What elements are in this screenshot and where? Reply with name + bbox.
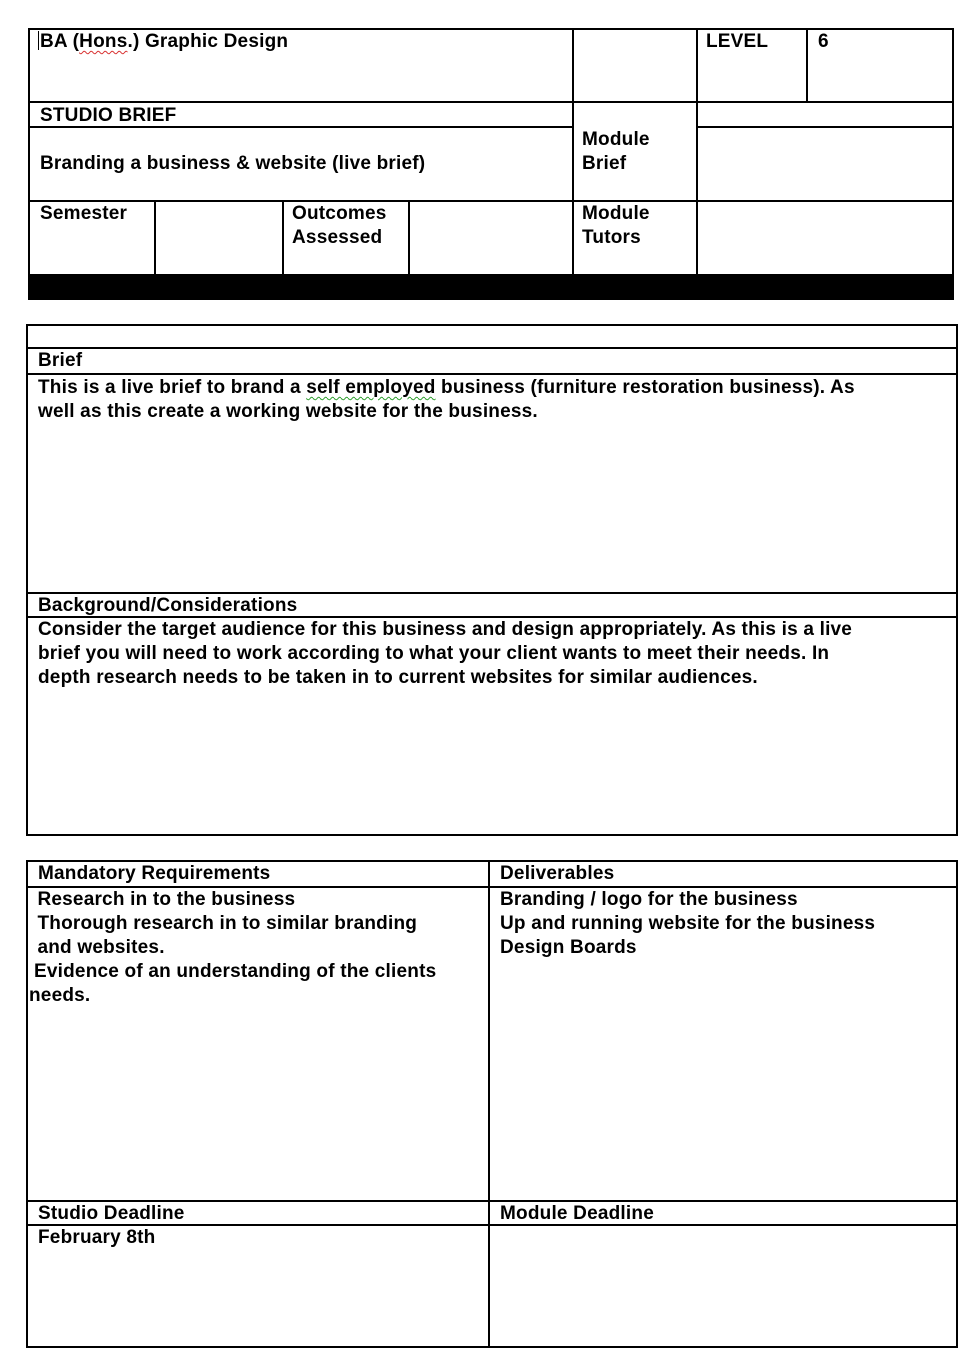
brief-heading: Brief — [38, 350, 83, 371]
studio-deadline-heading: Studio Deadline — [38, 1203, 185, 1224]
brief-title: Branding a business & website (live brief) — [40, 153, 426, 174]
deliverables-text — [500, 888, 875, 960]
module-tutors-label: Module — [582, 203, 650, 224]
deliverable-line: Up and running website for the business — [500, 913, 876, 934]
divider — [806, 28, 808, 102]
black-bar — [28, 274, 954, 300]
divider — [696, 126, 954, 128]
semester-label: Semester — [40, 203, 128, 224]
background-heading: Background/Considerations — [38, 595, 298, 616]
divider — [28, 101, 954, 103]
brief-text — [38, 376, 855, 424]
mandatory-line: and websites. — [32, 937, 165, 958]
mandatory-line: Research in to the business — [32, 889, 296, 910]
background-line: depth research needs to be taken in to current websites for similar audiences. — [38, 667, 758, 688]
background-text — [38, 618, 852, 690]
mandatory-line: Evidence of an understanding of the clients — [34, 961, 437, 982]
divider — [696, 28, 698, 276]
outcomes-label-line2: Assessed — [292, 227, 383, 248]
studio-deadline-value: February 8th — [38, 1227, 156, 1248]
background-line: brief you will need to work according to what your client wants to meet their needs. In — [38, 643, 830, 664]
mandatory-line: Thorough research in to similar branding — [32, 913, 418, 934]
brief-line: This is a live brief to brand a self employed business (furniture restoration business). As — [38, 377, 855, 398]
outcomes-label: Outcomes — [292, 203, 387, 224]
background-line: Consider the target audience for this business and design appropriately. As this is a live — [38, 619, 853, 640]
divider — [408, 200, 410, 276]
level-label: LEVEL — [706, 31, 769, 52]
module-deadline-heading: Module Deadline — [500, 1203, 654, 1224]
text-cursor — [38, 31, 39, 50]
deliverable-line: Design Boards — [500, 937, 637, 958]
deliverables-heading: Deliverables — [500, 863, 615, 884]
spelling-flag: Hons — [79, 31, 128, 52]
mandatory-line: needs. — [29, 985, 91, 1006]
divider — [572, 28, 574, 276]
module-brief-label-line2: Brief — [582, 153, 627, 174]
divider — [26, 373, 958, 375]
grammar-flag: self employed — [306, 377, 436, 398]
programme-title[interactable]: BA (Hons.) Graphic Design — [40, 31, 289, 52]
deliverable-line: Branding / logo for the business — [500, 889, 798, 910]
divider — [282, 200, 284, 276]
brief-line: well as this create a working website for the business. — [38, 401, 538, 422]
module-tutors-label-line2: Tutors — [582, 227, 641, 248]
divider — [488, 860, 490, 1348]
divider — [28, 200, 954, 202]
divider — [26, 347, 958, 349]
studio-brief-label: STUDIO BRIEF — [40, 105, 177, 126]
mandatory-text — [29, 888, 437, 1008]
mandatory-heading: Mandatory Requirements — [38, 863, 271, 884]
level-value: 6 — [818, 31, 829, 52]
divider — [154, 200, 156, 276]
module-brief-label: Module — [582, 129, 650, 150]
